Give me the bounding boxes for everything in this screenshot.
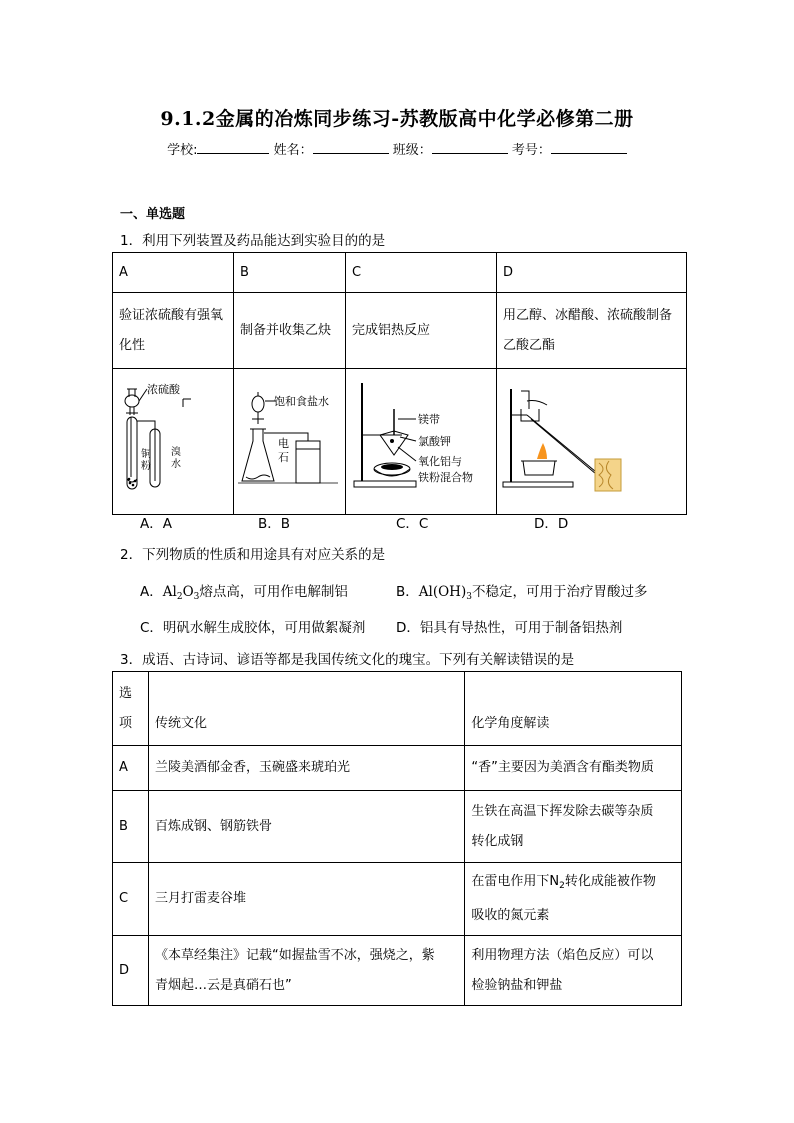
q3-row-d-explanation: 利用物理方法（焰色反应）可以 检验钠盐和钾盐 (465, 936, 682, 1006)
q3-row-c-explanation: 在雷电作用下$N_2$转化成能被作物 吸收的氮元素 (465, 863, 682, 936)
q2-option-a-label: A． (140, 584, 163, 600)
q1-header-d: D (497, 253, 687, 293)
q3-stem: 3．成语、古诗词、谚语等都是我国传统文化的瑰宝。下列有关解读错误的是 (120, 652, 575, 668)
number-label: 考号： (511, 143, 551, 158)
class-label: 班级： (392, 143, 432, 158)
apparatus-c-cell (346, 369, 497, 515)
apparatus-d-diagram (497, 369, 686, 502)
q3-row-a-key: A (113, 746, 149, 791)
q3-table (112, 671, 682, 1006)
q1-header-a: A (113, 253, 234, 293)
school-label: 学校: (167, 143, 198, 158)
label-carbide-1: 电 (278, 437, 289, 450)
formula-aloh3: $Al(OH)_3$ (418, 584, 472, 602)
q1-option-b[interactable]: B．B (258, 516, 291, 532)
class-blank[interactable] (432, 141, 508, 154)
label-kclo3: 氯酸钾 (418, 435, 451, 448)
q3-row-c-key: C (113, 863, 149, 936)
q3-header-option: 选 项 (113, 672, 149, 746)
q1-purpose-d: 用乙醇、冰醋酸、浓硫酸制备乙酸乙酯 (497, 293, 687, 369)
q1-option-a[interactable]: A．A (140, 516, 172, 532)
q1-stem: 1．利用下列装置及药品能达到实验目的的是 (120, 233, 386, 249)
label-mixture-1: 氧化铝与 (418, 455, 462, 468)
label-carbide-2: 石 (278, 451, 289, 464)
formula-al2o3: $Al_2O_3$ (162, 584, 200, 602)
apparatus-c-diagram (346, 369, 496, 502)
number-blank[interactable] (551, 141, 627, 154)
label-copper-1: 铜 (141, 449, 151, 460)
apparatus-d-cell (497, 369, 687, 515)
q2-option-c[interactable]: C．明矾水解生成胶体，可用做絮凝剂 (140, 620, 366, 636)
apparatus-a-cell (113, 369, 234, 515)
q2-option-a-text: 熔点高，可用作电解制铝 (199, 584, 348, 600)
q2-option-b-text: 不稳定，可用于治疗胃酸过多 (471, 584, 648, 600)
school-blank[interactable] (197, 141, 269, 154)
label-mixture-2: 铁粉混合物 (418, 471, 473, 484)
q3-row-a-explanation: “香”主要因为美酒含有酯类物质 (465, 746, 682, 791)
q3-row-b-culture: 百炼成钢、钢筋铁骨 (148, 791, 464, 863)
q3-row-c-culture: 三月打雷麦谷堆 (148, 863, 464, 936)
label-saturated-brine: 饱和食盐水 (274, 395, 329, 408)
q1-option-d[interactable]: D．D (534, 516, 569, 532)
q3-row-a-culture: 兰陵美酒郁金香，玉碗盛来琥珀光 (148, 746, 464, 791)
apparatus-b-diagram (234, 369, 345, 502)
apparatus-a-diagram (113, 369, 233, 502)
document-title: 9.1.2金属的冶炼同步练习-苏教版高中化学必修第二册 (160, 108, 634, 130)
label-bromine-1: 溴 (171, 447, 181, 458)
q2-option-d[interactable]: D．铝具有导热性，可用于制备铝热剂 (396, 620, 623, 636)
apparatus-b-cell (234, 369, 346, 515)
q2-option-b-label: B． (396, 584, 419, 600)
label-bromine-2: 水 (171, 459, 181, 470)
student-info-line (0, 139, 794, 158)
q3-row-d-key: D (113, 936, 149, 1006)
q2-stem: 2．下列物质的性质和用途具有对应关系的是 (120, 547, 386, 563)
q1-purpose-b: 制备并收集乙炔 (234, 293, 346, 369)
q1-purpose-a: 验证浓硫酸有强氧化性 (113, 293, 234, 369)
q1-table (112, 252, 687, 515)
section-heading: 一、单选题 (120, 207, 186, 222)
name-label: 姓名： (273, 143, 313, 158)
q3-row-b-explanation: 生铁在高温下挥发除去碳等杂质 转化成钢 (465, 791, 682, 863)
q1-header-b: B (234, 253, 346, 293)
q1-purpose-c: 完成铝热反应 (346, 293, 497, 369)
q1-option-c[interactable]: C．C (396, 516, 429, 532)
label-mg-ribbon: 镁带 (418, 413, 440, 426)
q3-header-culture: 传统文化 (148, 672, 464, 746)
q3-header-explanation: 化学角度解读 (465, 672, 682, 746)
q2-option-b[interactable] (396, 580, 647, 602)
q3-row-b-key: B (113, 791, 149, 863)
label-conc-sulfuric-acid: 浓硫酸 (147, 383, 180, 396)
label-copper-2: 粉 (141, 461, 151, 472)
q2-option-a[interactable] (140, 580, 348, 602)
name-blank[interactable] (313, 141, 389, 154)
q3-row-d-culture: 《本草经集注》记载“如握盐雪不冰，强烧之，紫 青烟起…云是真硝石也” (148, 936, 464, 1006)
q1-header-c: C (346, 253, 497, 293)
